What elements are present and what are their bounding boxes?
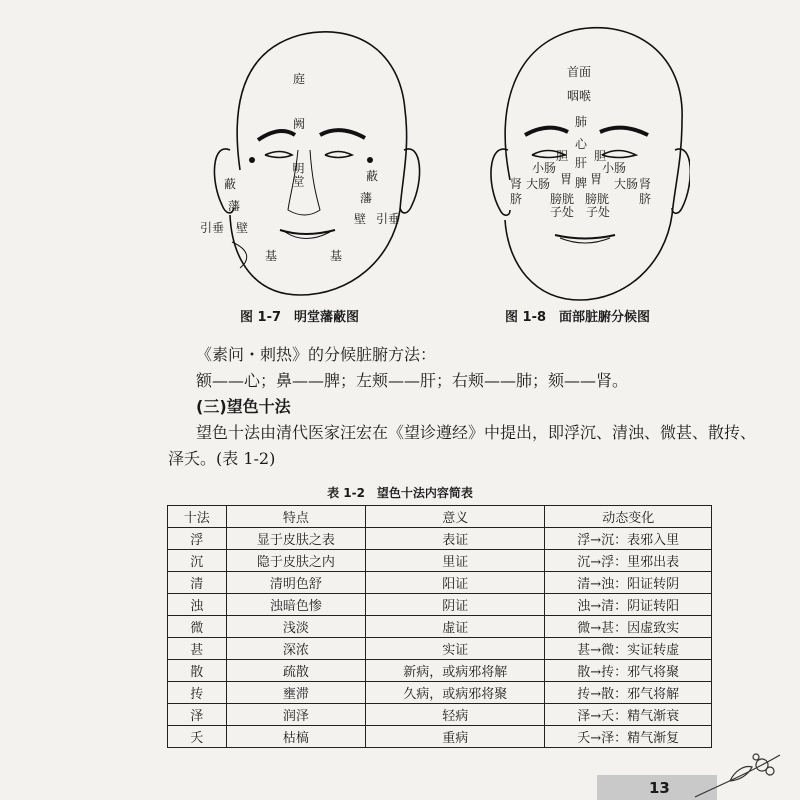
table-cell: 阴证 [366,594,545,616]
table-cell: 重病 [366,726,545,748]
table-cell: 微 [168,616,227,638]
table-cell: 实证 [366,638,545,660]
label-ting: 庭 [293,72,306,86]
label-pangguang-right: 膀胱 [585,192,610,206]
table-cell: 抟 [168,682,227,704]
label-pi: 脾 [575,176,588,190]
table-cell: 润泽 [226,704,366,726]
table-cell: 里证 [366,550,545,572]
label-bi2-right: 壁 [354,212,367,226]
label-dachang-right: 大肠 [614,177,639,191]
label-fei: 肺 [575,115,588,129]
figure-caption-1-8: 图 1-8 面部脏腑分候图 [505,310,651,325]
label-shoumian: 首面 [567,65,592,79]
table-cell: 微→甚：因虚致实 [545,616,712,638]
table-cell: 沉→浮：里邪出表 [545,550,712,572]
table-cell: 夭 [168,726,227,748]
table-cell: 疏散 [226,660,366,682]
table-header: 意义 [366,506,545,528]
table-cell: 表证 [366,528,545,550]
table-cell: 浮→沉：表邪入里 [545,528,712,550]
table-cell: 清明色舒 [226,572,366,594]
label-bi2-left: 壁 [236,221,249,235]
table-cell: 轻病 [366,704,545,726]
face-diagrams-drawing [170,10,690,310]
table-row [168,616,712,638]
table-cell: 壅滞 [226,682,366,704]
label-zichu-left: 子处 [550,205,575,219]
table-cell: 虚证 [366,616,545,638]
label-xin: 心 [575,137,588,151]
page-number: 13 [649,779,670,797]
table-cell: 甚→微：实证转虚 [545,638,712,660]
table-cell: 散 [168,660,227,682]
table-cell: 泽 [168,704,227,726]
label-dan-right: 胆 [594,149,607,163]
paragraph-intro-line1: 望色十法由清代医家汪宏在《望诊遵经》中提出，即浮沉、清浊、微甚、散抟、 [196,423,757,442]
table-cell: 散→抟：邪气将聚 [545,660,712,682]
table-row [168,528,712,550]
label-qi-right: 脐 [639,192,652,206]
table-header-row [168,506,712,528]
table-row [168,572,712,594]
table-cell: 甚 [168,638,227,660]
label-xiaochang-left: 小肠 [532,161,557,175]
label-yinchui-left: 引垂 [200,221,225,235]
flower-ornament-icon [690,745,790,800]
label-fan-left: 藩 [228,199,241,213]
label-gan: 肝 [575,156,588,170]
table-row [168,594,712,616]
label-fan-right: 藩 [360,191,373,205]
table-cell: 泽→夭：精气渐衰 [545,704,712,726]
label-que: 阙 [293,117,306,131]
table-cell: 浮 [168,528,227,550]
table-row [168,682,712,704]
table-cell: 久病，或病邪将聚 [366,682,545,704]
table-header: 特点 [226,506,366,528]
table-cell: 浊 [168,594,227,616]
table-cell: 沉 [168,550,227,572]
table-cell: 新病，或病邪将解 [366,660,545,682]
label-bi-right: 蔽 [366,169,379,183]
label-bi-left: 蔽 [224,177,237,191]
table-cell: 显于皮肤之表 [226,528,366,550]
table-row [168,638,712,660]
paragraph-mapping: 额——心；鼻——脾；左颊——肝；右颊——肺；颏——肾。 [196,371,629,390]
section-heading: (三)望色十法 [196,397,291,416]
table-header: 十法 [168,506,227,528]
label-zichu-right: 子处 [586,205,611,219]
label-ji-left: 基 [265,249,278,263]
label-dachang-left: 大肠 [526,177,551,191]
label-xiaochang-right: 小肠 [602,161,627,175]
paragraph-suwen: 《素问・刺热》的分候脏腑方法： [196,345,437,364]
table-caption: 表 1-2 望色十法内容简表 [327,486,473,500]
table-cell: 深浓 [226,638,366,660]
table-cell: 浅淡 [226,616,366,638]
table-cell: 夭→泽：精气渐复 [545,726,712,748]
label-mingtang: 明堂 [291,162,305,188]
table-cell: 隐于皮肤之内 [226,550,366,572]
table-cell: 浊→清：阴证转阳 [545,594,712,616]
figure-caption-1-7: 图 1-7 明堂藩蔽图 [240,310,360,325]
label-shen-right: 肾 [639,177,652,191]
wangse-table [167,505,712,748]
label-wei-left: 胃 [560,172,573,186]
table-row [168,726,712,748]
label-pangguang-left: 膀胱 [550,192,575,206]
table-cell: 浊暗色惨 [226,594,366,616]
paragraph-intro-line2: 泽夭。(表 1-2) [168,449,276,468]
label-shen-left: 肾 [510,177,523,191]
table-row [168,550,712,572]
label-qi-left: 脐 [510,192,523,206]
table-cell: 阳证 [366,572,545,594]
table-header: 动态变化 [545,506,712,528]
face-figures [170,10,690,310]
table-cell: 枯槁 [226,726,366,748]
label-ji-right: 基 [330,249,343,263]
table-row [168,660,712,682]
label-yinchui-right: 引垂 [376,212,401,226]
table-cell: 清 [168,572,227,594]
label-wei-right: 胃 [590,172,603,186]
table-cell: 清→浊：阳证转阴 [545,572,712,594]
label-dan-left: 胆 [556,149,569,163]
table-cell: 抟→散：邪气将解 [545,682,712,704]
label-yanhou: 咽喉 [567,89,592,103]
table-row [168,704,712,726]
